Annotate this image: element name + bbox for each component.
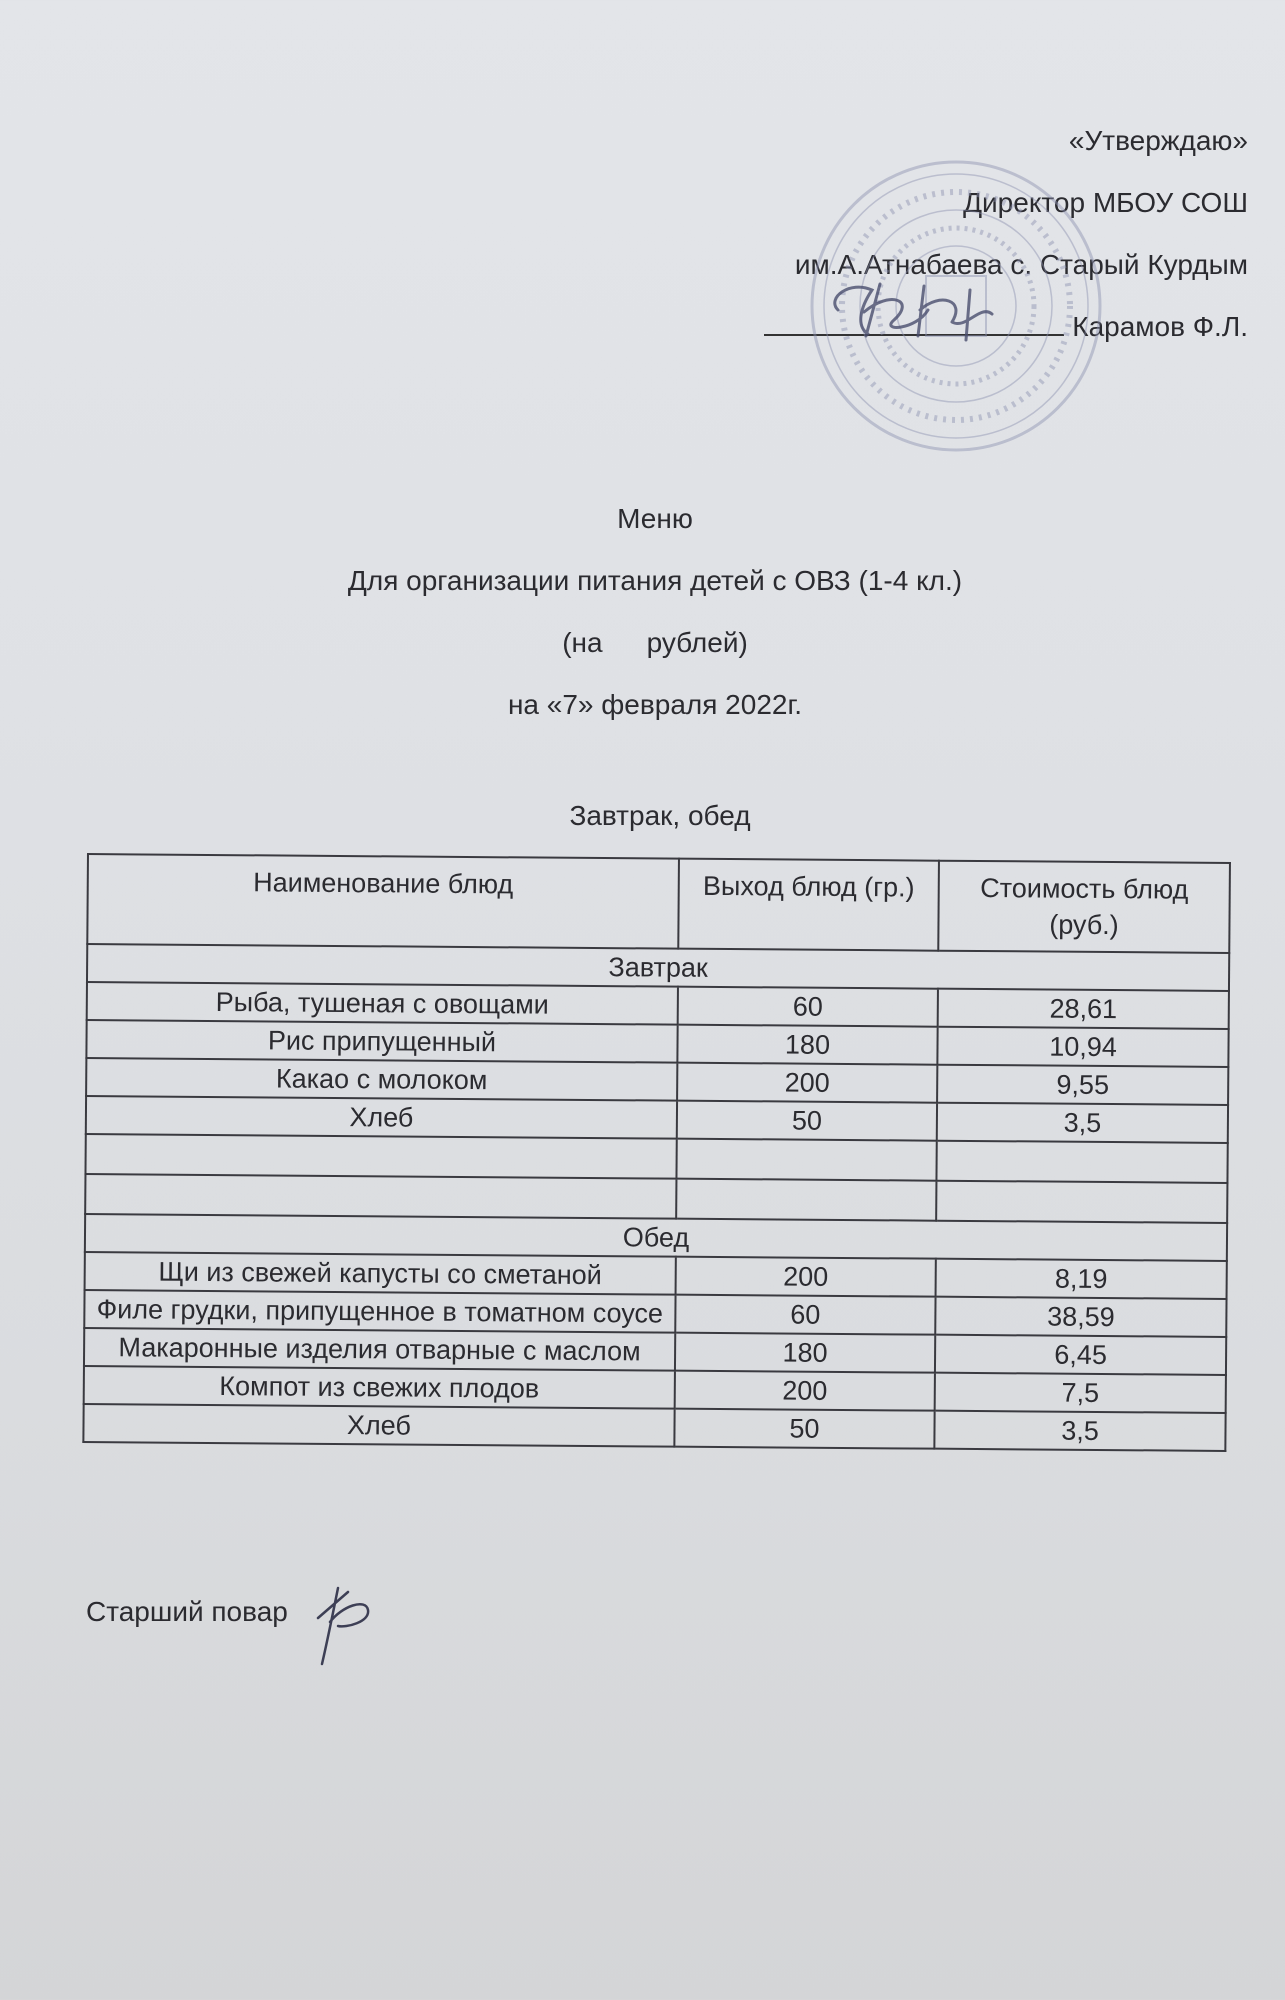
meal-header: Завтрак, обед (569, 800, 751, 831)
dish-price: 3,5 (934, 1411, 1225, 1451)
director-signature (820, 270, 1020, 350)
table-row (83, 1404, 1225, 1451)
menu-table (82, 853, 1231, 1452)
price-open: (на (562, 627, 603, 658)
empty-cell (936, 1181, 1227, 1223)
approval-position: Директор МБОУ СОШ (963, 187, 1248, 218)
cook-label: Старший повар (86, 1596, 288, 1627)
dish-price: 6,45 (935, 1335, 1226, 1375)
dish-name: Компот из свежих плодов (84, 1366, 675, 1409)
dish-weight: 50 (677, 1101, 938, 1141)
empty-cell (676, 1179, 937, 1221)
approval-signatory: Карамов Ф.Л. (1072, 311, 1248, 342)
dish-weight: 60 (675, 1295, 936, 1335)
dish-weight: 200 (675, 1371, 936, 1411)
approval-school: им.А.Атнабаева с. Старый Курдым (794, 249, 1248, 280)
section-label-breakfast: Завтрак (87, 944, 1229, 991)
dish-name: Щи из свежей капусты со сметаной (85, 1252, 676, 1295)
dish-weight: 180 (675, 1333, 936, 1373)
dish-weight: 60 (678, 987, 939, 1027)
dish-name: Хлеб (86, 1096, 677, 1139)
dish-price: 3,5 (937, 1103, 1228, 1143)
dish-price: 9,55 (937, 1065, 1228, 1105)
empty-cell (676, 1139, 937, 1181)
menu-date: на «7» февраля 2022г. (507, 689, 803, 720)
document-titles (0, 488, 1285, 736)
dish-price: 8,19 (936, 1259, 1227, 1299)
empty-cell (85, 1134, 676, 1179)
dish-name: Рыба, тушеная с овощами (87, 982, 678, 1025)
header-portion: Выход блюд (гр.) (678, 859, 939, 951)
dish-name: Филе грудки, припущенное в томатном соусе (84, 1290, 675, 1333)
table-header-row (87, 854, 1230, 953)
approval-heading: «Утверждаю» (1068, 125, 1248, 156)
empty-cell (937, 1141, 1228, 1183)
cook-signature (308, 1578, 378, 1668)
header-dish-name: Наименование блюд (87, 854, 679, 949)
dish-weight: 180 (677, 1025, 938, 1065)
dish-weight: 50 (674, 1409, 935, 1449)
dish-weight: 200 (677, 1063, 938, 1103)
menu-title: Меню (617, 503, 693, 534)
section-label-lunch: Обед (85, 1214, 1227, 1261)
dish-price: 38,59 (935, 1297, 1226, 1337)
dish-price: 10,94 (937, 1027, 1228, 1067)
price-close: рублей) (646, 627, 748, 658)
dish-price: 7,5 (935, 1373, 1226, 1413)
dish-price: 28,61 (938, 989, 1229, 1029)
empty-cell (85, 1174, 676, 1219)
dish-name: Какао с молоком (86, 1058, 677, 1101)
dish-name: Рис припущенный (86, 1020, 677, 1063)
dish-weight: 200 (675, 1257, 936, 1297)
dish-name: Макаронные изделия отварные с маслом (84, 1328, 675, 1371)
dish-name: Хлеб (83, 1404, 674, 1447)
menu-price-line (0, 612, 1285, 674)
header-cost: Стоимость блюд (руб.) (938, 861, 1230, 953)
menu-purpose: Для организации питания детей с ОВЗ (1-4 кл.) (347, 565, 963, 596)
